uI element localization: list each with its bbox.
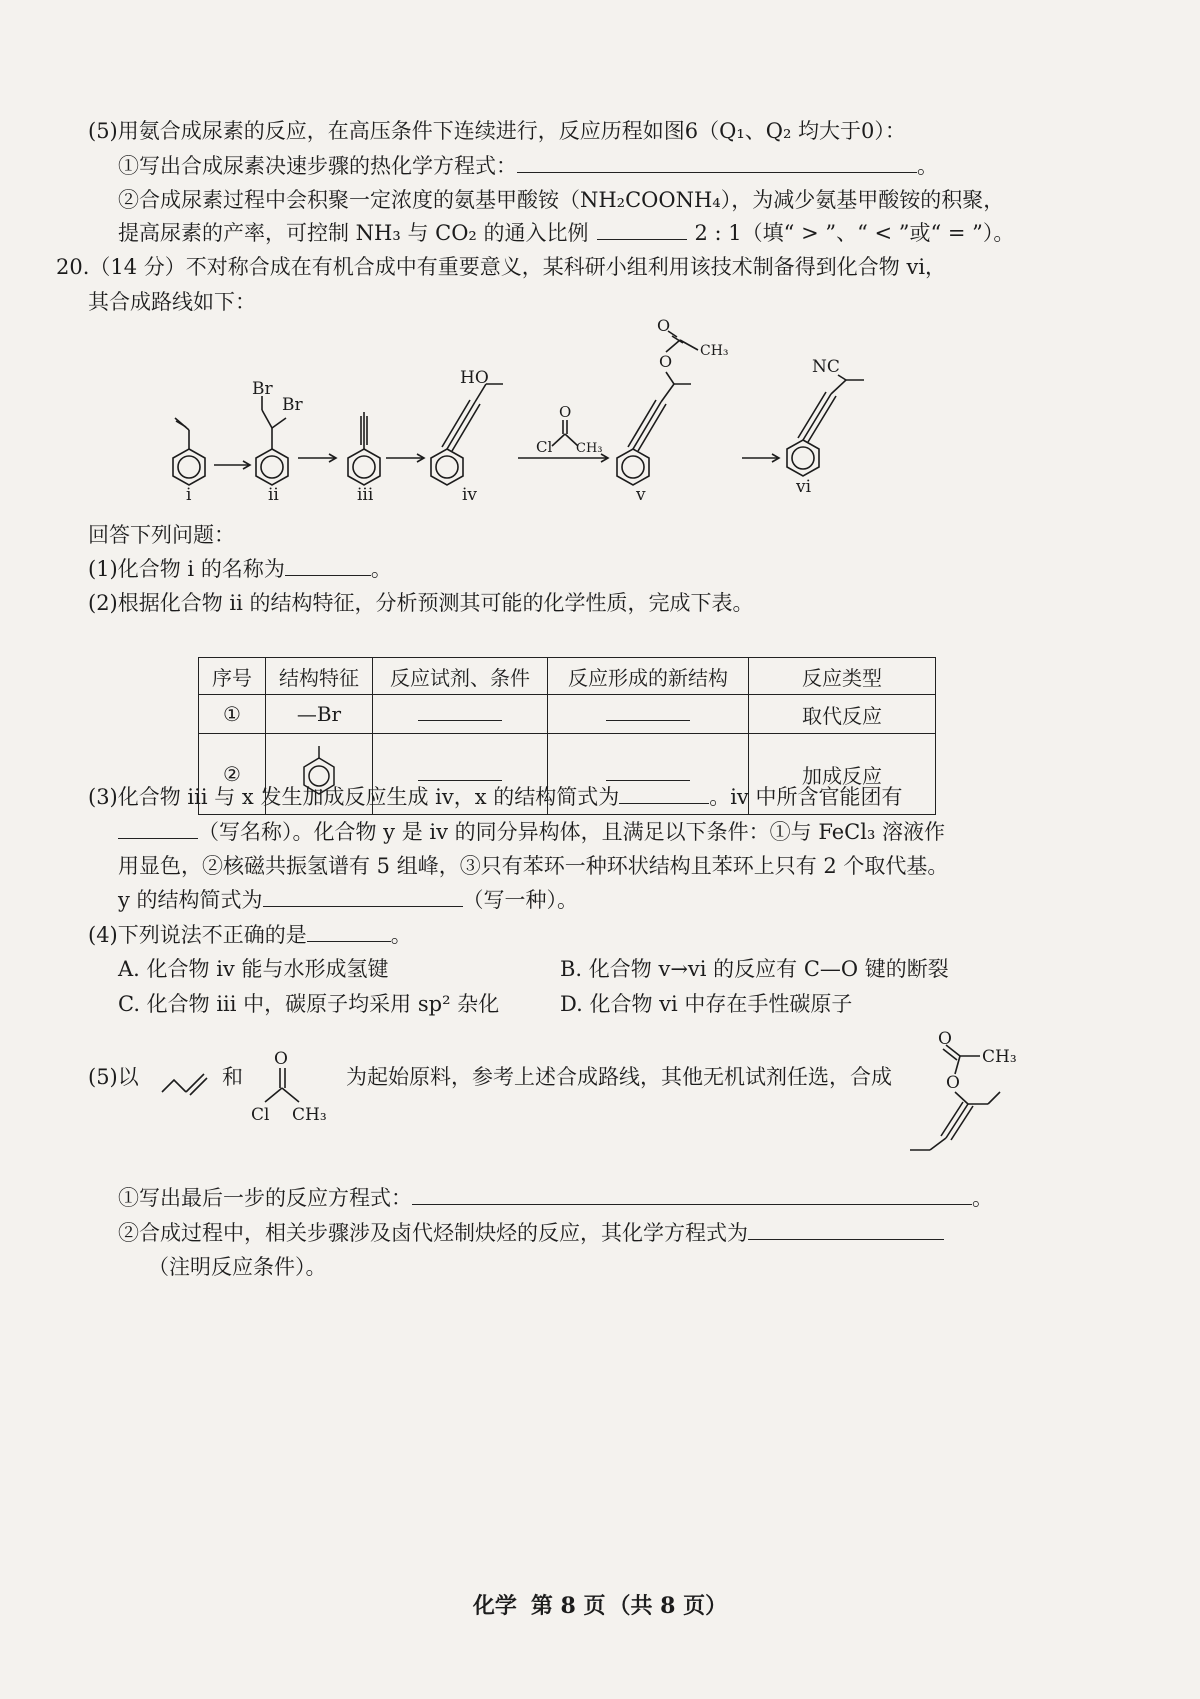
answer-blank[interactable] [606,768,690,781]
answer-blank[interactable] [412,1184,972,1205]
answer-blank[interactable] [263,886,463,907]
option-b: B. 化合物 v→vi 的反应有 C—O 键的断裂 [560,957,949,981]
answer-blank[interactable] [619,783,709,804]
option-c: C. 化合物 iii 中，碳原子均采用 sp² 杂化 [118,992,500,1016]
q19-5-sub1-text: ①写出合成尿素决速步骤的热化学方程式： [118,154,517,178]
footer-page: 第 8 页 [530,1593,606,1619]
row2-type: 加成反应 [749,734,936,815]
answer-blank[interactable] [606,708,690,721]
label-v: v [636,485,646,505]
q20-part3-a1: (3)化合物 iii 与 x 发生加成反应生成 iv，x 的结构简式为 [88,785,620,809]
p5-target-ch3: CH₃ [982,1047,1017,1067]
q20-part5-b: 为起始原料，参考上述合成路线，其他无机试剂任选，合成 [346,1065,892,1089]
q20-part1-end: 。 [370,557,392,581]
q19-5-sub2c-text: 2 : 1（填“ > ”、“ < ”或“ = ”）。 [694,221,1015,245]
q20-part3-d-end: （写一种）。 [462,888,579,912]
p5-cl: Cl [251,1105,270,1125]
q20-part4-text: (4)下列说法不正确的是 [88,923,307,947]
butene-structure [162,1080,186,1092]
q20-part2: (2)根据化合物 ii 的结构特征，分析预测其可能的化学性质，完成下表。 [88,591,754,615]
th-new-structure: 反应形成的新结构 [548,658,749,695]
footer-subject: 化学 [472,1593,517,1619]
q20-part5-s1 [118,1184,993,1212]
ii-br2: Br [282,395,303,415]
option-a: A. 化合物 iv 能与水形成氢键 [118,957,389,981]
answer-blank[interactable] [418,708,502,721]
synthesis-scheme [0,0,1200,540]
q20-part5-s3: （注明反应条件）。 [148,1255,327,1279]
answer-blank[interactable] [748,1219,944,1240]
reagent-ch3: CH₃ [576,441,603,456]
q20-part4-end: 。 [390,923,412,947]
vi-nc: NC [812,357,840,377]
th-reagent: 反应试剂、条件 [373,658,548,695]
p5-o: O [274,1049,288,1069]
q19-5-sub2a: ②合成尿素过程中会积聚一定浓度的氨基甲酸铵（NH₂COONH₄），为减少氨基甲酸铵的积聚， [118,188,1005,212]
q19-5-stem: (5)用氨合成尿素的反应，在高压条件下连续进行，反应历程如图6（Q₁、Q₂ 均大于0）： [88,119,906,143]
th-no: 序号 [199,658,266,695]
th-feature: 结构特征 [266,658,373,695]
reagent-o: O [559,403,572,421]
label-ii: ii [268,485,279,505]
v-ch3: CH₃ [700,343,729,359]
reagent-cl: Cl [536,438,553,456]
th-reaction-type: 反应类型 [749,658,936,695]
q20-part3-c: 用显色，②核磁共振氢谱有 5 组峰，③只有苯环一种环状结构且苯环上只有 2 个取代基。 [118,854,949,878]
row1-structure-cell [548,695,749,734]
q20-part5-and: 和 [222,1065,243,1089]
q20-part3-d-text: y 的结构简式为 [118,888,263,912]
q20-part5-s1-text: ①写出最后一步的反应方程式： [118,1186,412,1210]
label-iii: iii [357,485,374,505]
q20-part1 [88,555,392,583]
label-iv: iv [462,485,478,505]
q20-part5-s2-text: ②合成过程中，相关步骤涉及卤代烃制炔烃的反应，其化学方程式为 [118,1221,748,1245]
v-o-top: O [657,316,671,335]
q20-part5-a: (5)以 [88,1065,139,1089]
label-i: i [186,485,192,505]
row1-feature: —Br [266,695,373,734]
q20-part4 [88,921,412,949]
answer-blank[interactable] [307,921,391,942]
footer-total: （共 8 页） [608,1593,728,1619]
p5-ch3: CH₃ [292,1105,327,1125]
q20-part1-text: (1)化合物 i 的名称为 [88,557,285,581]
ii-br1: Br [252,379,273,399]
q20-stem-a: 20.（14 分）不对称合成在有机合成中有重要意义，某科研小组利用该技术制备得到化合物 vi， [56,255,947,279]
p5-target-o2: O [946,1073,960,1093]
q20-part3-d [118,886,578,914]
row1-reagent-cell [373,695,548,734]
label-vi: vi [796,477,812,497]
q19-5-sub2b-text: 提高尿素的产率，可控制 NH₃ 与 CO₂ 的通入比例 [118,221,589,245]
v-o-ester: O [659,352,673,371]
answer-intro: 回答下列问题： [88,523,235,547]
table-row [199,695,936,734]
row1-type: 取代反应 [749,695,936,734]
page-footer [0,1589,1200,1620]
row1-no: ① [199,695,266,734]
q20-part3-a [88,783,902,811]
q20-part3-b [118,818,945,846]
q20-part5-s2 [118,1219,944,1247]
q20-stem-b: 其合成路线如下： [88,290,256,314]
q19-5-sub1-end: 。 [917,154,938,178]
option-d: D. 化合物 vi 中存在手性碳原子 [560,992,853,1016]
q20-part3-a2: 。iv 中所含官能团有 [709,785,903,809]
answer-blank[interactable] [418,768,502,781]
row2-no: ② [199,734,266,815]
table-header-row [199,658,936,695]
q20-part5-s1-end: 。 [972,1186,993,1210]
q20-part3-b-text: （写名称）。化合物 y 是 iv 的同分异构体，且满足以下条件：①与 FeCl₃ 溶液作 [198,820,946,844]
answer-blank[interactable] [285,555,371,576]
part5-structures [0,1029,1200,1180]
iv-ho: HO [460,368,489,388]
p5-target-o1: O [938,1029,952,1049]
answer-blank[interactable] [118,818,198,839]
